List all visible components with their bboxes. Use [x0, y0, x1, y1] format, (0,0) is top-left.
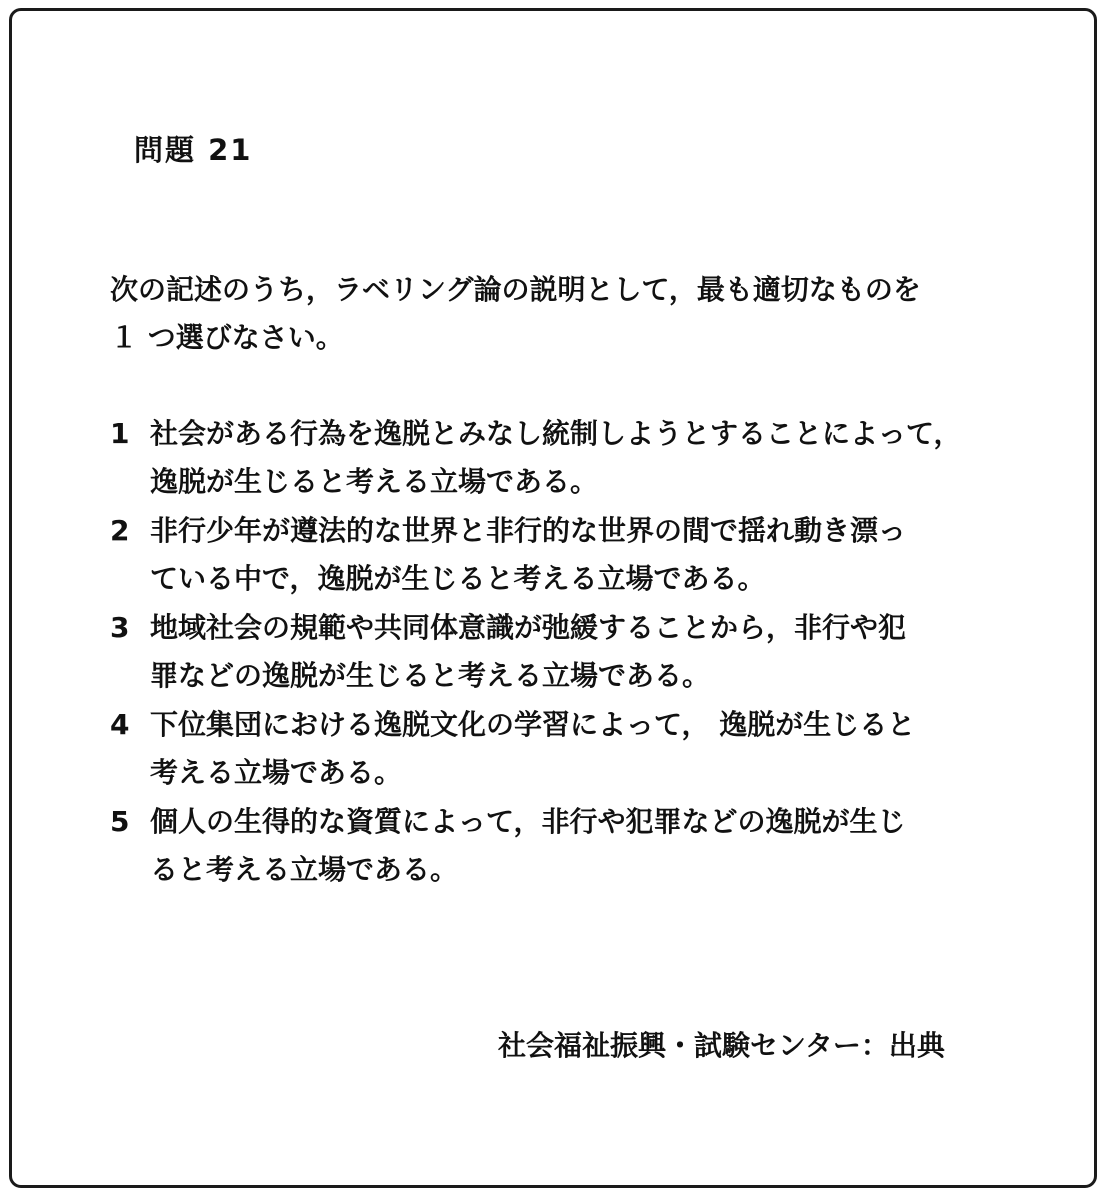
option-5 [110, 798, 1010, 894]
option-number: 3 [110, 611, 130, 644]
option-text-line-1: 個人の生得的な資質によって，非行や犯罪などの逸脱が生じ [150, 805, 906, 838]
option-number: 1 [110, 417, 130, 450]
option-text-line-2: 考える立場である。 [150, 756, 403, 789]
answer-options [110, 410, 1010, 895]
option-text-line-1: 地域社会の規範や共同体意識が弛緩することから，非行や犯 [150, 611, 907, 644]
option-text [150, 410, 1010, 506]
question-stem-line-2: １ つ選びなさい。 [110, 321, 344, 354]
question-stem-line-1: 次の記述のうち，ラベリング論の説明として，最も適切なものを [110, 273, 921, 306]
option-text-line-1: 非行少年が遵法的な世界と非行的な世界の間で揺れ動き漂っ [150, 514, 907, 547]
option-text-line-2: ると考える立場である。 [150, 853, 459, 886]
option-text [150, 798, 1010, 894]
question-title: 問題 21 [134, 133, 253, 167]
option-text-line-1: 社会がある行為を逸脱とみなし統制しようとすることによって， [150, 417, 962, 450]
option-3 [110, 604, 1010, 700]
option-text-line-1: 下位集団における逸脱文化の学習によって， 逸脱が生じると [150, 708, 916, 741]
option-number: 4 [110, 708, 130, 741]
question-stem [110, 266, 921, 362]
option-text-line-2: 逸脱が生じると考える立場である。 [150, 465, 599, 498]
option-2 [110, 507, 1010, 603]
option-text [150, 604, 1010, 700]
option-text [150, 701, 1010, 797]
option-number: 5 [110, 805, 130, 838]
option-4 [110, 701, 1010, 797]
option-1 [110, 410, 1010, 506]
option-text-line-2: 罪などの逸脱が生じると考える立場である。 [150, 659, 711, 692]
option-text [150, 507, 1010, 603]
source-credit: 社会福祉振興・試験センター：出典 [498, 1029, 945, 1062]
option-text-line-2: ている中で，逸脱が生じると考える立場である。 [150, 562, 766, 595]
option-number: 2 [110, 514, 130, 547]
